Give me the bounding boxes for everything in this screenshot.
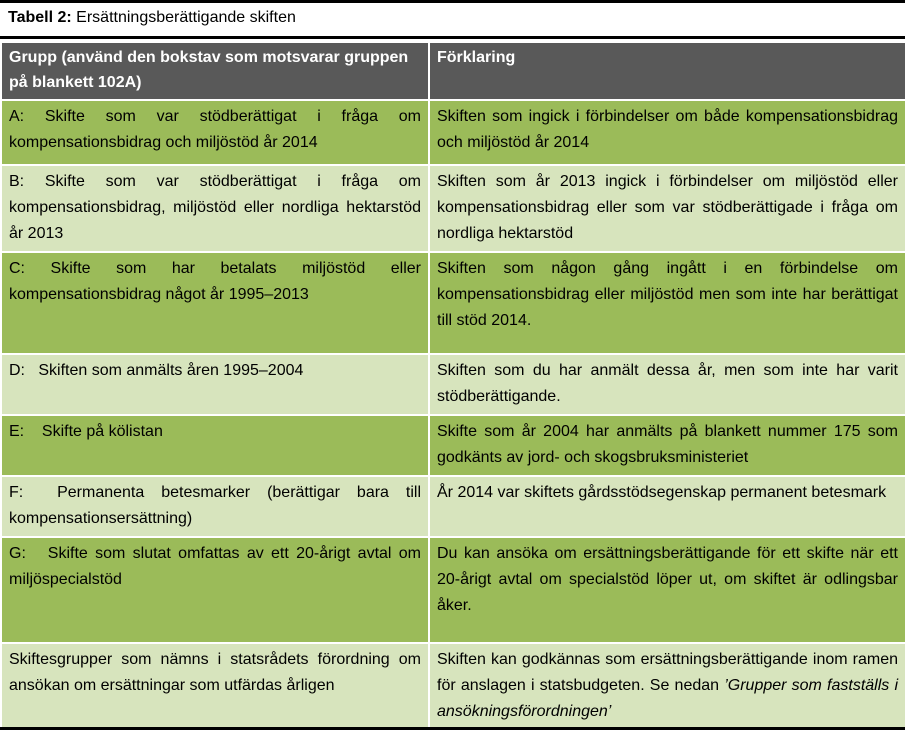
group-cell: E: Skifte på kölistan: [1, 415, 429, 476]
explanation-cell: Du kan ansöka om ersättningsberättigande för ett skifte när ett 20-årigt avtal om specialstöd löper ut, om skiftet är odlingsbar åker.: [429, 537, 905, 643]
group-cell: B: Skifte som var stödberättigat i fråga om kompensationsbidrag, miljöstöd eller nordliga hektarstöd år 2013: [1, 165, 429, 252]
top-rule: [0, 0, 905, 3]
header-explanation: Förklaring: [429, 42, 905, 100]
explanation-cell: Skiften som någon gång ingått i en förbindelse om kompensationsbidrag eller miljöstöd men som inte har berättigat till stöd 2014.: [429, 252, 905, 354]
explanation-cell: [429, 643, 905, 728]
explanation-cell: Skiften som du har anmält dessa år, men som inte har varit stödberättigande.: [429, 354, 905, 415]
explanation-cell: Skiften som år 2013 ingick i förbindelser om miljöstöd eller kompensationsbidrag eller som var stödberättigade i fråga om nordliga hektarstöd: [429, 165, 905, 252]
table-row: [1, 100, 905, 165]
group-cell: A: Skifte som var stödberättigat i fråga om kompensationsbidrag och miljöstöd år 2014: [1, 100, 429, 165]
table-row: [1, 476, 905, 537]
table-row: [1, 537, 905, 643]
caption-label: Tabell 2:: [8, 9, 72, 26]
explanation-italic-reference: ’Grupper som fastställs i ansökningsförordningen’: [437, 677, 898, 720]
explanation-cell: Skifte som år 2004 har anmälts på blankett nummer 175 som godkänts av jord- och skogsbruksministeriet: [429, 415, 905, 476]
header-group: Grupp (använd den bokstav som motsvarar gruppen på blankett 102A): [1, 42, 429, 100]
group-cell: C: Skifte som har betalats miljöstöd eller kompensationsbidrag något år 1995–2013: [1, 252, 429, 354]
explanation-text: Skiften kan godkännas som ersättningsberättigande inom ramen för anslagen i statsbudgeten. Se nedan: [437, 651, 898, 694]
group-cell: F: Permanenta betesmarker (berättigar bara till kompensationsersättning): [1, 476, 429, 537]
explanation-cell: Skiften som ingick i förbindelser om både kompensationsbidrag och miljöstöd år 2014: [429, 100, 905, 165]
table-row: [1, 415, 905, 476]
table-row: [1, 252, 905, 354]
table-row: [1, 643, 905, 728]
caption-rule: [0, 36, 905, 39]
table-row: [1, 165, 905, 252]
eligible-parcels-table: [0, 41, 905, 729]
caption-title: Ersättningsberättigande skiften: [76, 9, 296, 26]
group-cell: G: Skifte som slutat omfattas av ett 20-årigt avtal om miljöspecialstöd: [1, 537, 429, 643]
explanation-cell: År 2014 var skiftets gårdsstödsegenskap permanent betesmark: [429, 476, 905, 537]
table-header-row: [1, 42, 905, 100]
group-cell: D: Skiften som anmälts åren 1995–2004: [1, 354, 429, 415]
table-caption: [8, 9, 296, 27]
group-cell: Skiftesgrupper som nämns i statsrådets förordning om ansökan om ersättningar som utfärdas årligen: [1, 643, 429, 728]
table-row: [1, 354, 905, 415]
